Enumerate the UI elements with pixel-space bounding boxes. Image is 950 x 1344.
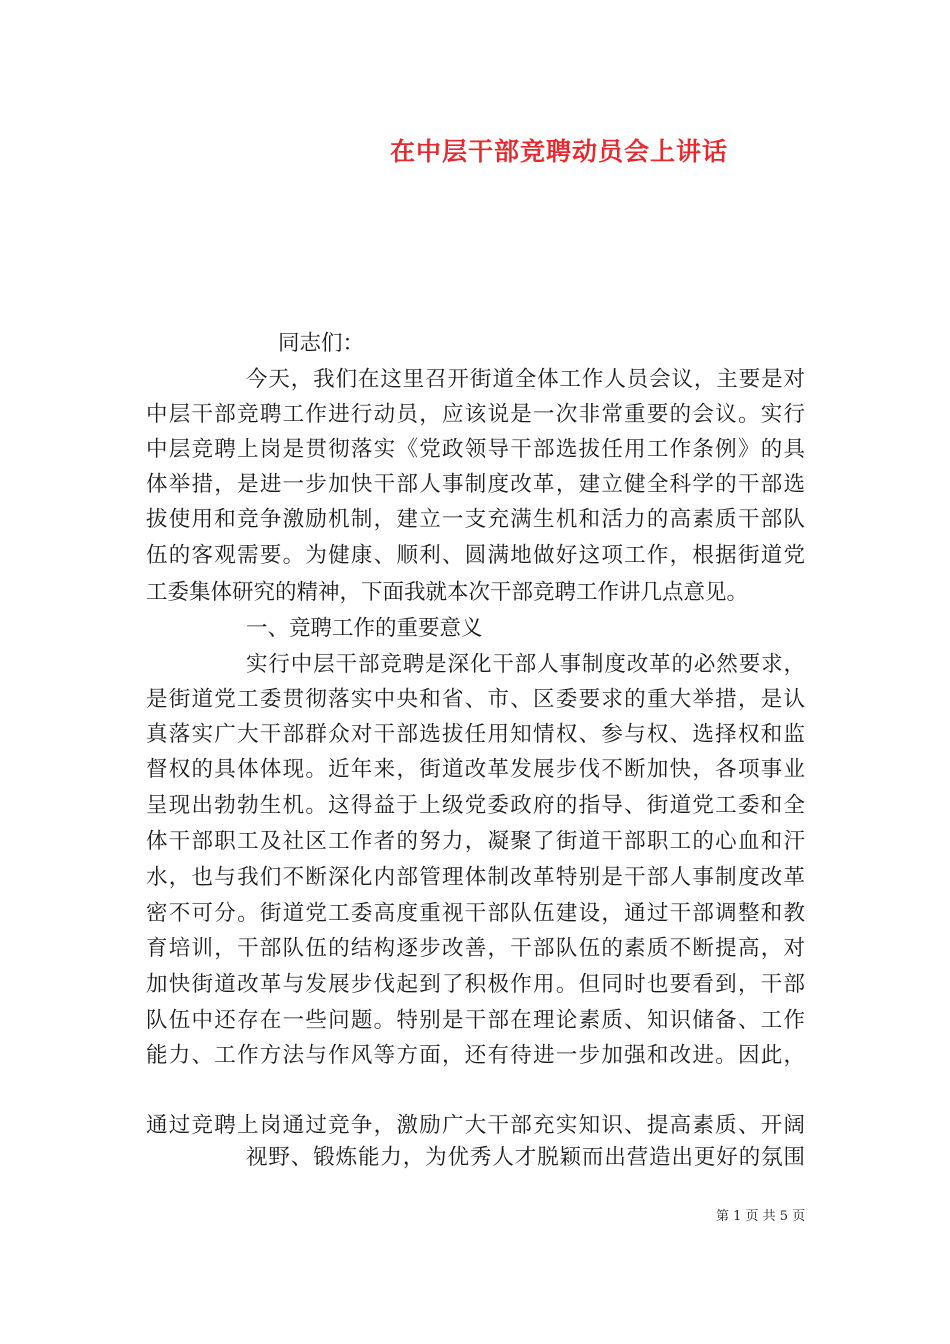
paragraph-line: 水，也与我们不断深化内部管理体制改革特别是干部人事制度改革 bbox=[146, 865, 805, 890]
paragraph-line: 体举措，是进一步加快干部人事制度改革，建立健全科学的干部选 bbox=[146, 472, 805, 497]
paragraph-line: 队伍中还存在一些问题。特别是干部在理论素质、知识储备、工作 bbox=[146, 1008, 805, 1033]
paragraph-line: 通过竞聘上岗通过竞争，激励广大干部充实知识、提高素质、开阔 bbox=[146, 1113, 805, 1138]
paragraph-line: 真落实广大干部群众对干部选拔任用知情权、参与权、选择权和监 bbox=[146, 722, 805, 747]
paragraph-line: 体干部职工及社区工作者的努力，凝聚了街道干部职工的心血和汗 bbox=[146, 829, 805, 854]
salutation: 同志们： bbox=[278, 331, 365, 356]
paragraph-line: 伍的客观需要。为健康、顺利、圆满地做好这项工作，根据街道党 bbox=[146, 543, 805, 568]
paragraph-line: 督权的具体体现。近年来，街道改革发展步伐不断加快，各项事业 bbox=[146, 757, 805, 782]
paragraph-line: 拔使用和竞争激励机制，建立一支充满生机和活力的高素质干部队 bbox=[146, 507, 805, 532]
paragraph-line: 中层干部竞聘工作进行动员，应该说是一次非常重要的会议。实行 bbox=[146, 402, 805, 427]
paragraph-line: 育培训，干部队伍的结构逐步改善，干部队伍的素质不断提高，对 bbox=[146, 936, 805, 961]
paragraph-line: 工委集体研究的精神，下面我就本次干部竞聘工作讲几点意见。 bbox=[146, 580, 749, 605]
page-number: 第 1 页 共 5 页 bbox=[716, 1209, 806, 1224]
paragraph-line: 今天，我们在这里召开街道全体工作人员会议，主要是对 bbox=[246, 367, 805, 392]
paragraph-line: 是街道党工委贯彻落实中央和省、市、区委要求的重大举措，是认 bbox=[146, 687, 805, 712]
paragraph-line: 能力、工作方法与作风等方面，还有待进一步加强和改进。因此， bbox=[146, 1043, 805, 1068]
paragraph-line: 密不可分。街道党工委高度重视干部队伍建设，通过干部调整和教 bbox=[146, 901, 805, 926]
document-title: 在中层干部竞聘动员会上讲话 bbox=[390, 137, 729, 166]
paragraph-line: 实行中层干部竞聘是深化干部人事制度改革的必然要求， bbox=[246, 652, 805, 677]
paragraph-line: 中层竞聘上岗是贯彻落实《党政领导干部选拔任用工作条例》的具 bbox=[146, 437, 805, 462]
paragraph-line: 加快街道改革与发展步伐起到了积极作用。但同时也要看到，干部 bbox=[146, 972, 805, 997]
paragraph-line: 视野、锻炼能力，为优秀人才脱颖而出营造出更好的氛围 bbox=[246, 1145, 805, 1170]
section-heading: 一、竞聘工作的重要意义 bbox=[246, 616, 483, 641]
paragraph-line: 呈现出勃勃生机。这得益于上级党委政府的指导、街道党工委和全 bbox=[146, 793, 805, 818]
